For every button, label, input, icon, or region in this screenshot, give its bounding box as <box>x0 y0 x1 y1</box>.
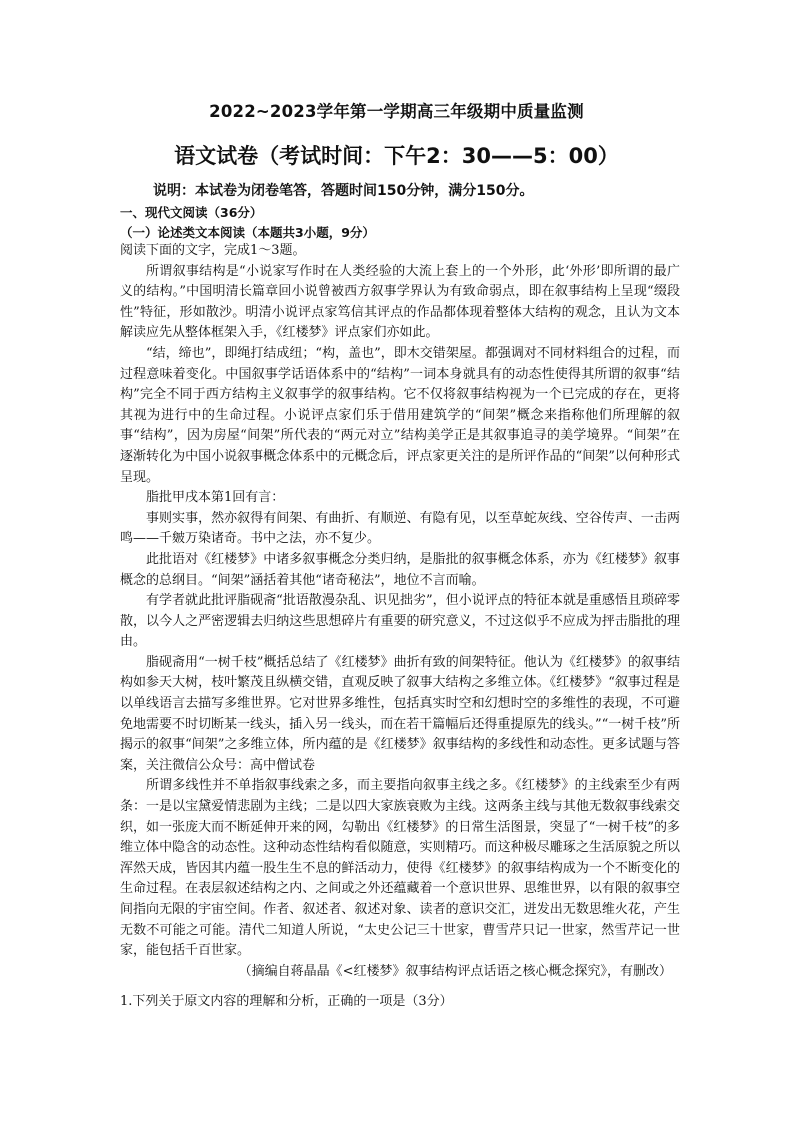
passage-intro: 阅读下面的文字，完成1～3题。 <box>120 243 306 258</box>
subject-title: 语文试卷（考试时间：下午2：30——5：00） <box>174 144 619 168</box>
question-1: 1.下列关于原文内容的理解和分析，正确的一项是（3分） <box>120 994 453 1009</box>
passage-source: （摘编自蒋晶晶《<红楼梦》叙事结构评点话语之核心概念探究》，有删改） <box>238 963 672 979</box>
passage-paragraph: 所谓叙事结构是“小说家写作时在人类经验的大流上套上的一个外形，此‘外形’即所谓的最广义的结构。”中国明清长篇章回小说曾被西方叙事学界认为有致命弱点，即在叙事结构上呈现“缀段性”特征，形如散沙。明清小说评点家笃信其评点的作品都体现着整体大结构的观念，且认为文本解读应先从整体框架入手，《红楼梦》评点家们亦如此。 <box>120 263 680 341</box>
exam-instruction: 说明：本试卷为闭卷笔答，答题时间150分钟，满分150分。 <box>153 183 534 199</box>
section-heading-sub1: （一）论述类文本阅读（本题共3小题，9分） <box>120 225 375 240</box>
exam-title: 2022~2023学年第一学期高三年级期中质量监测 <box>209 102 584 121</box>
passage-paragraph: 所谓多线性并不单指叙事线索之多，而主要指向叙事主线之多。《红楼梦》的主线索至少有两条：一是以宝黛爱情悲剧为主线；二是以四大家族衰败为主线。这两条主线与其他无数叙事线索交织，如一张庞大而不断延伸开来的网，勾勒出《红楼梦》的日常生活图景，突显了“一树千枝”的多维立体中隐含的动态性。这种动态性结构看似随意，实则精巧。而这种极尽雕琢之生活原貌之所以浑然天成，皆因其内蕴一股生生不息的鲜活动力，使得《红楼梦》的叙事结构成为一个不断变化的生命过程。在表层叙述结构之内、之间或之外还蕴藏着一个意识世界、思维世界，以有限的叙事空间指向无限的宇宙空间。作者、叙述者、叙述对象、读者的意识交汇，迸发出无数思维火花，产生无数不可能之可能。清代二知道人所说，“太史公记三十世家，曹雪芹只记一世家，然雪芹记一世家，能包括千百世家。 <box>120 778 680 959</box>
passage-paragraph: 此批语对《红楼梦》中诸多叙事概念分类归纳，是脂批的叙事概念体系，亦为《红楼梦》叙事概念的总纲目。“间架”涵括着其他“诸奇秘法”，地位不言而喻。 <box>120 551 680 588</box>
section-heading-part1: 一、现代文阅读（36分） <box>120 205 263 220</box>
passage-quote: 事则实事，然亦叙得有间架、有曲折、有顺逆、有隐有见，以至草蛇灰线、空谷传声、一击两鸣——千皴万染诸奇。书中之法，亦不复少。 <box>120 510 680 547</box>
passage-paragraph: 脂批甲戌本第1回有言： <box>146 490 285 506</box>
passage-paragraph: 脂砚斋用“一树千枝”概括总结了《红楼梦》曲折有致的间架特征。他认为《红楼梦》的叙事结构如参天大树，枝叶繁茂且纵横交错，直观反映了叙事大结构之多维立体。《红楼梦》“叙事过程是以单线语言去描写多维世界。它对世界多维性，包括真实时空和幻想时空的多维性的表现，不可避免地需要不时切断某一线头，插入另一线头，而在若干篇幅后还得重提原先的线头。”“一树千枝”所揭示的叙事“间架”之多维立体，所内蕴的是《红楼梦》叙事结构的多线性和动态性。更多试题与答案，关注微信公众号：高中僧试卷 <box>120 654 680 773</box>
passage-paragraph: “结，缔也”，即绳打结成纽；“构，盖也”，即木交错架屋。都强调对不同材料组合的过程，而过程意味着变化。中国叙事学话语体系中的“结构”一词本身就具有的动态性使得其所谓的叙事“结构”完全不同于西方结构主义叙事学的叙事结构。它不仅将叙事结构视为一个已完成的存在，更将其视为进行中的生命过程。小说评点家们乐于借用建筑学的“间架”概念来指称他们所理解的叙事“结构”，因为房屋“间架”所代表的“两元对立”结构美学正是其叙事追寻的美学境界。“间架”在逐渐转化为中国小说叙事概念体系中的元概念后，评点家更关注的是所评作品的“间架”以何种形式呈现。 <box>120 345 680 485</box>
reading-passage <box>120 241 680 982</box>
passage-paragraph: 有学者就此批评脂砚斋“批语散漫杂乱、识见拙劣”，但小说评点的特征本就是重感悟且琐碎零散，以今人之严密逻辑去归纳这些思想碎片有重要的研究意义，不过这似乎不应成为抨击脂批的理由。 <box>120 593 680 650</box>
